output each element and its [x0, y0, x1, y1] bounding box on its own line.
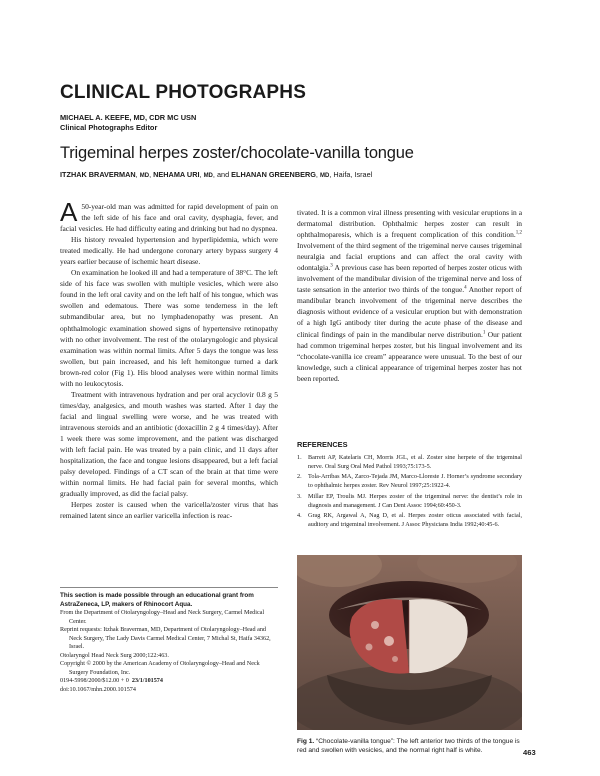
paragraph: A 50-year-old man was admitted for rapid development of pain on the left side of his face and oral cavity, dysphagia, fever, and facial vesicles. He had difficulty eating and drinking but had no dyspnea. [60, 197, 278, 234]
paragraph: His history revealed hypertension and hyperlipidemia, which were treated medically. He had undergone coronary artery bypass surgery 4 years earlier because of ischemic heart disease. [60, 235, 278, 267]
paragraph: Herpes zoster is caused when the varicella/zoster virus that has remained latent since an earlier varicella infection is reac- [60, 500, 278, 521]
article-title: Trigeminal herpes zoster/chocolate-vanilla tongue [60, 144, 414, 162]
tongue-photo-illustration [297, 555, 522, 730]
body-left-column [60, 197, 278, 521]
paragraph: On examination he looked ill and had a temperature of 38°C. The left side of his face was swollen with multiple vesicles, which were also found in the left oral cavity and on the left half of his tongue, which was swollen and edematous. There was some tenderness in the left submandibular area, but no lymphadenopathy was present. An ophthalmologic examination showed signs of hypertensive retinopathy with no other involvement. The rest of the otolaryngologic and physical examination was within normal limits. After 5 days the tongue was less swollen, but pain increased, and his left hemitongue turned a dark brown-red color (Fig 1). His blood analyses were within normal limits with no leukocytosis. [60, 268, 278, 388]
footnote [60, 592, 278, 694]
section-title: CLINICAL PHOTOGRAPHS [60, 82, 307, 103]
editor-role: Clinical Photographs Editor [60, 123, 158, 132]
author-location: , Haifa, Israel [329, 170, 373, 179]
dropcap: A [60, 197, 78, 227]
author-degree: MD [139, 173, 150, 179]
citation: Otolaryngol Head Neck Surg 2000;122:463. [60, 652, 169, 659]
author-degree: MD [319, 173, 330, 179]
doi: doi:10.1067/mhn.2000.101574 [60, 686, 136, 693]
figure-caption: Fig 1. “Chocolate-vanilla tongue”: The left anterior two thirds of the tongue is red and swollen with vesicles, and the normal right half is white. [297, 738, 520, 754]
reprint-requests: Reprint requests: Itzhak Braverman, MD, Department of Otolaryngology–Head and Neck Surgery, The Lady Davis Carmel Medical Center, 7 Michal St, Haifa 34362, Israel. [60, 627, 271, 650]
paragraph: Treatment with intravenous hydration and per oral acyclovir 0.8 g 5 times/day, analgesics, and mouth washes was started. After 1 day the facial and lingual swelling were worse, and he was treated with intravenous steroids and an antibiotic (doxacillin 2 g 4 times/day). After 1 week there was some improvement, and the patient was discharged with left facial pain. He was treated by a pain clinic, and 11 days after hospitalization, the face and tongue lesions disappeared, but a left facial palsy developed. Findings of a CT scan of the brain at that time were within normal limits. He had facial pain for several months, which gradually improved, as did the facial palsy. [60, 389, 278, 499]
paragraph: tivated. It is a common viral illness presenting with vesicular eruptions in a dermatomal distribution. Ophthalmic herpes zoster can result in ophthalmoparesis, which is a frequent complication of this condition.$^{1,2}$ Involvement of the third segment of the trigeminal nerve causes trigeminal neuralgia and facial eruptions and can affect the oral cavity with odontalgia.$^3$ A previous case has been reported of herpes zoster oticus with involvement of the mandibular division of the trigeminal nerve and loss of taste sensation in the anterior two thirds of the tongue.$^4$ Another report of mandibular branch involvement of the trigeminal nerve describes the diagnosis without evidence of a vesicular eruption but with demonstration of a high IgG antibody titer during the acute phase of the disease and clinical findings of pain in the mandibular nerve distribution.$^1$ Our patient had common trigeminal herpes zoster, but his lingual involvement and its “chocolate-vanilla ice cream” appearance were unusual. To the best of our knowledge, such a clinical appearance of trigeminal herpes zoster has not been reported. [297, 208, 522, 383]
reference-item: 1. Barrett AP, Katelaris CH, Morris JGL, et al. Zoster sine herpete of the trigeminal nerve. Oral Surg Oral Med Pathol 1993;75:173-5. [297, 454, 522, 470]
references-heading: REFERENCES [297, 440, 348, 449]
page-number: 463 [523, 748, 536, 757]
footnote-divider [60, 587, 278, 588]
reference-item: 2. Tola-Arribas MA, Zarco-Tejada JM, Marco-Lloreste J. Horner’s syndrome secondary to ophthalmic herpes zoster. Rev Neurol 1997;25:1922-4. [297, 473, 522, 490]
byline: ITZHAK BRAVERMAN, MD, NEHAMA URI, MD, and ELHANAN GREENBERG, MD, Haifa, Israel [60, 170, 373, 179]
copyright: Copyright © 2000 by the American Academy of Otolaryngology–Head and Neck Surgery Foundation, Inc. [60, 661, 260, 676]
reference-item: 3. Millar EP, Troulis MJ. Herpes zoster of the trigeminal nerve: the dentist’s role in diagnosis and management. J Can Dent Assoc 1994;60:450-3. [297, 492, 522, 509]
issn: 0194-5998/2000/$12.00 + 0 23/1/101574 [60, 678, 163, 684]
reference-item: 4. Grag RK, Argawal A, Nag D, et al. Herpes zoster oticus associated with facial, auditory and trigeminal involvement. J Assoc Physicians India 1992;40:45-6. [297, 512, 522, 528]
references-list [297, 454, 522, 532]
author-name: ELHANAN GREENBERG [231, 170, 316, 179]
clinical-photograph [297, 555, 522, 730]
author-name: NEHAMA URI [153, 170, 200, 179]
author-name: ITZHAK BRAVERMAN [60, 170, 136, 179]
grant-note: This section is made possible through an educational grant from AstraZeneca, LP, makers of Rhinocort Aqua. [60, 592, 254, 608]
body-right-column [297, 207, 522, 384]
affiliation: From the Department of Otolaryngology–Head and Neck Surgery, Carmel Medical Center. [60, 610, 265, 625]
editor-name: MICHAEL A. KEEFE, MD, CDR MC USN [60, 113, 197, 122]
author-degree: MD [203, 173, 213, 179]
